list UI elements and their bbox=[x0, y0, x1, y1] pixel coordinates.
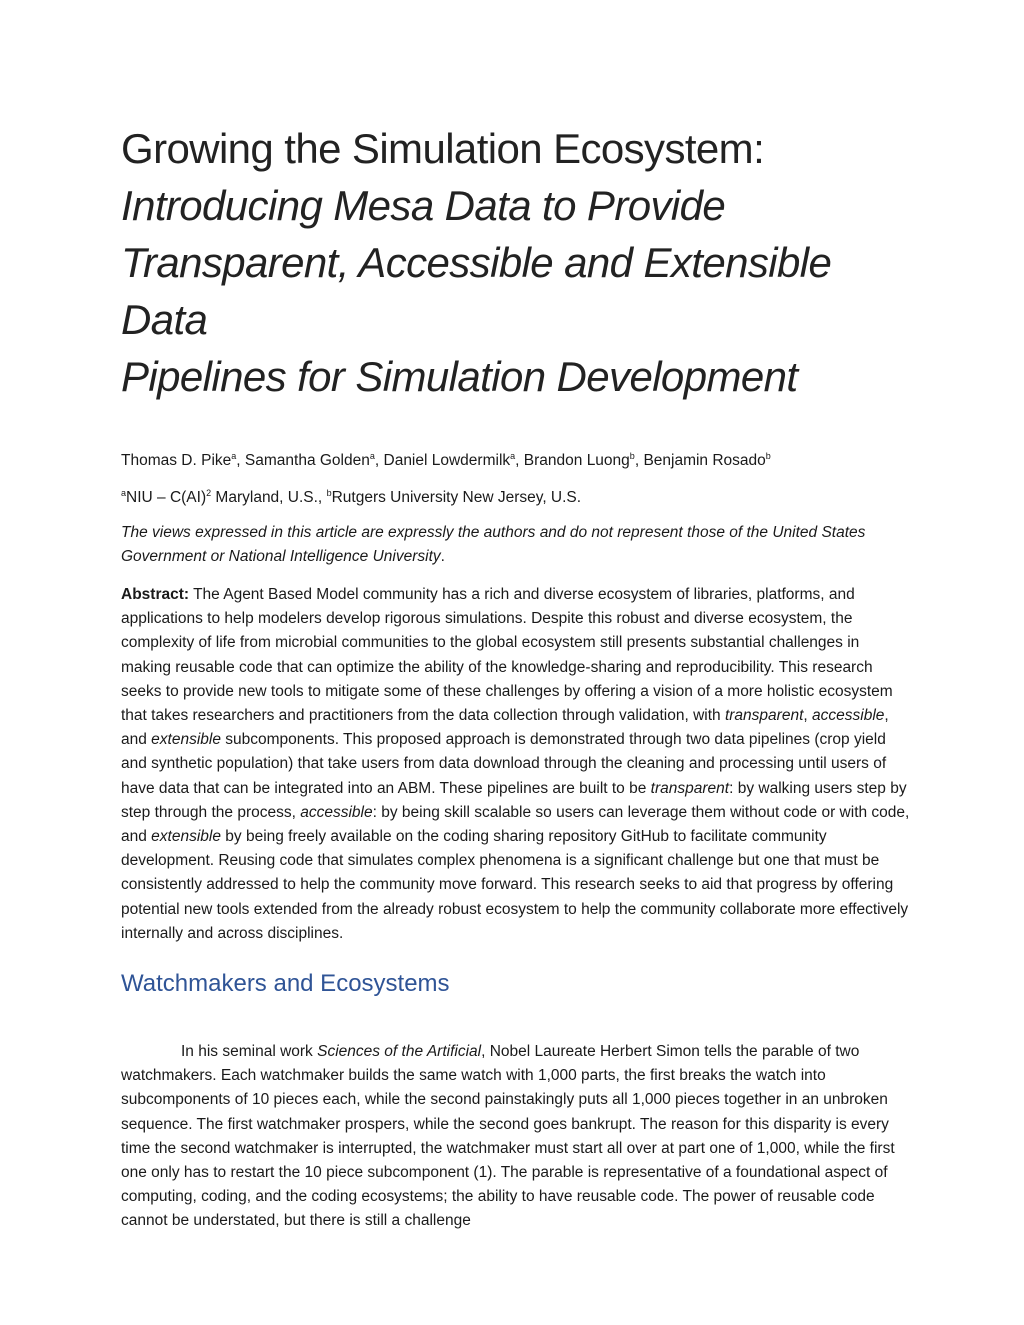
disclaimer-end: . bbox=[440, 548, 445, 565]
affiliation-mark-b: b bbox=[326, 487, 332, 498]
affiliation-mark-a: a bbox=[121, 487, 127, 498]
affiliation-a-pre: NIU – C(AI) bbox=[126, 489, 207, 506]
affiliation-mark: b bbox=[765, 450, 771, 461]
abstract bbox=[121, 583, 911, 946]
abstract-text: by being freely available on the coding sharing repository GitHub to facilitate community development. Reusing code that simulates complex phenomena is a significant challenge but one that must be consistently addressed to help the community move forward. This research seeks to aid that progress by offering potential new tools extended from the already robust ecosystem to help the community collaborate more effectively internally and across disciplines. bbox=[121, 828, 909, 942]
author-separator: , bbox=[515, 452, 524, 469]
affiliation-a-post: Maryland, U.S., bbox=[211, 489, 327, 506]
abstract-text: , bbox=[803, 707, 813, 725]
author-name: Thomas D. Pike bbox=[121, 452, 232, 469]
author-name: Samantha Golden bbox=[244, 452, 370, 469]
abstract-emphasis: accessible bbox=[300, 803, 373, 821]
paper-title bbox=[121, 120, 911, 405]
affiliation-mark: a bbox=[231, 450, 237, 461]
paper-page bbox=[121, 120, 911, 1249]
author-name: Brandon Luong bbox=[523, 452, 630, 469]
title-line-2: Introducing Mesa Data to Provide bbox=[121, 182, 726, 229]
author-list bbox=[121, 450, 911, 472]
abstract-text: : by being skill scalable so users can leverage them without code or with code, and bbox=[121, 803, 910, 846]
abstract-text: The Agent Based Model community has a rich and diverse ecosystem of libraries, platforms, and applications to help modelers develop rigorous simulations. Despite this robust and diverse ecosystem, the complexity of life from microbial communities to the global ecosystem still presents substantial challenges in making reusable code that can optimize the ability of the knowledge-sharing and reproducibility. This research seeks to provide new tools to mitigate some of these challenges by offering a vision of a more holistic ecosystem that takes researchers and practitioners from the data collection through validation, with bbox=[121, 586, 893, 725]
abstract-text: , and bbox=[121, 707, 889, 749]
paragraph-emphasis: Sciences of the Artificial bbox=[317, 1043, 482, 1061]
abstract-emphasis: transparent bbox=[724, 707, 804, 725]
abstract-emphasis: accessible bbox=[812, 707, 885, 725]
author-name: Daniel Lowdermilk bbox=[383, 452, 511, 469]
abstract-emphasis: extensible bbox=[151, 731, 221, 749]
affiliation-b-text: Rutgers University New Jersey, U.S. bbox=[331, 489, 582, 506]
title-line-4: Pipelines for Simulation Development bbox=[121, 353, 798, 400]
section-heading: Watchmakers and Ecosystems bbox=[121, 970, 450, 998]
title-line-1: Growing the Simulation Ecosystem: bbox=[121, 125, 765, 172]
author-separator: , bbox=[374, 452, 384, 469]
affiliation-a-superscript: 2 bbox=[206, 487, 212, 498]
abstract-text: : by walking users step by step through the process, bbox=[121, 779, 907, 821]
affiliations bbox=[121, 487, 911, 509]
abstract-label: Abstract: bbox=[121, 586, 190, 603]
title-line-3: Transparent, Accessible and Extensible Data bbox=[121, 239, 832, 343]
disclaimer-text: The views expressed in this article are expressly the authors and do not represent those of the United States Government or National Intelligence University bbox=[121, 524, 866, 565]
author-name: Benjamin Rosado bbox=[643, 452, 766, 469]
paragraph-text: In his seminal work bbox=[181, 1043, 318, 1061]
affiliation-mark: a bbox=[510, 450, 516, 461]
author-separator: , bbox=[236, 452, 245, 469]
paragraph-text: , Nobel Laureate Herbert Simon tells the parable of two watchmakers. Each watchmaker builds the same watch with 1,000 parts, the first breaks the watch into subcomponents of 10 pieces each, while the second painstakingly puts all 1,000 pieces together in an unbroken sequence. The first watchmaker prospers, while the second goes bankrupt. The reason for this disparity is every time the second watchmaker is interrupted, the watchmaker must start all over at part one of 1,000, while the first one only has to restart the 10 piece subcomponent (1). The parable is representative of a foundational aspect of computing, coding, and the coding ecosystems; the ability to have reusable code. The power of reusable code cannot be understated, but there is still a challenge bbox=[121, 1043, 895, 1230]
body-paragraph bbox=[121, 1040, 911, 1234]
abstract-emphasis: transparent bbox=[650, 779, 730, 797]
abstract-text: subcomponents. This proposed approach is demonstrated through two data pipelines (crop yield and synthetic population) that take users from data download through the cleaning and processing until users of have data that can be integrated into an ABM. These pipelines are built to be bbox=[121, 731, 887, 797]
affiliation-mark: b bbox=[629, 450, 635, 461]
abstract-emphasis: extensible bbox=[151, 828, 221, 846]
disclaimer bbox=[121, 521, 911, 569]
affiliation-mark: a bbox=[369, 450, 375, 461]
author-separator: , bbox=[634, 452, 644, 469]
